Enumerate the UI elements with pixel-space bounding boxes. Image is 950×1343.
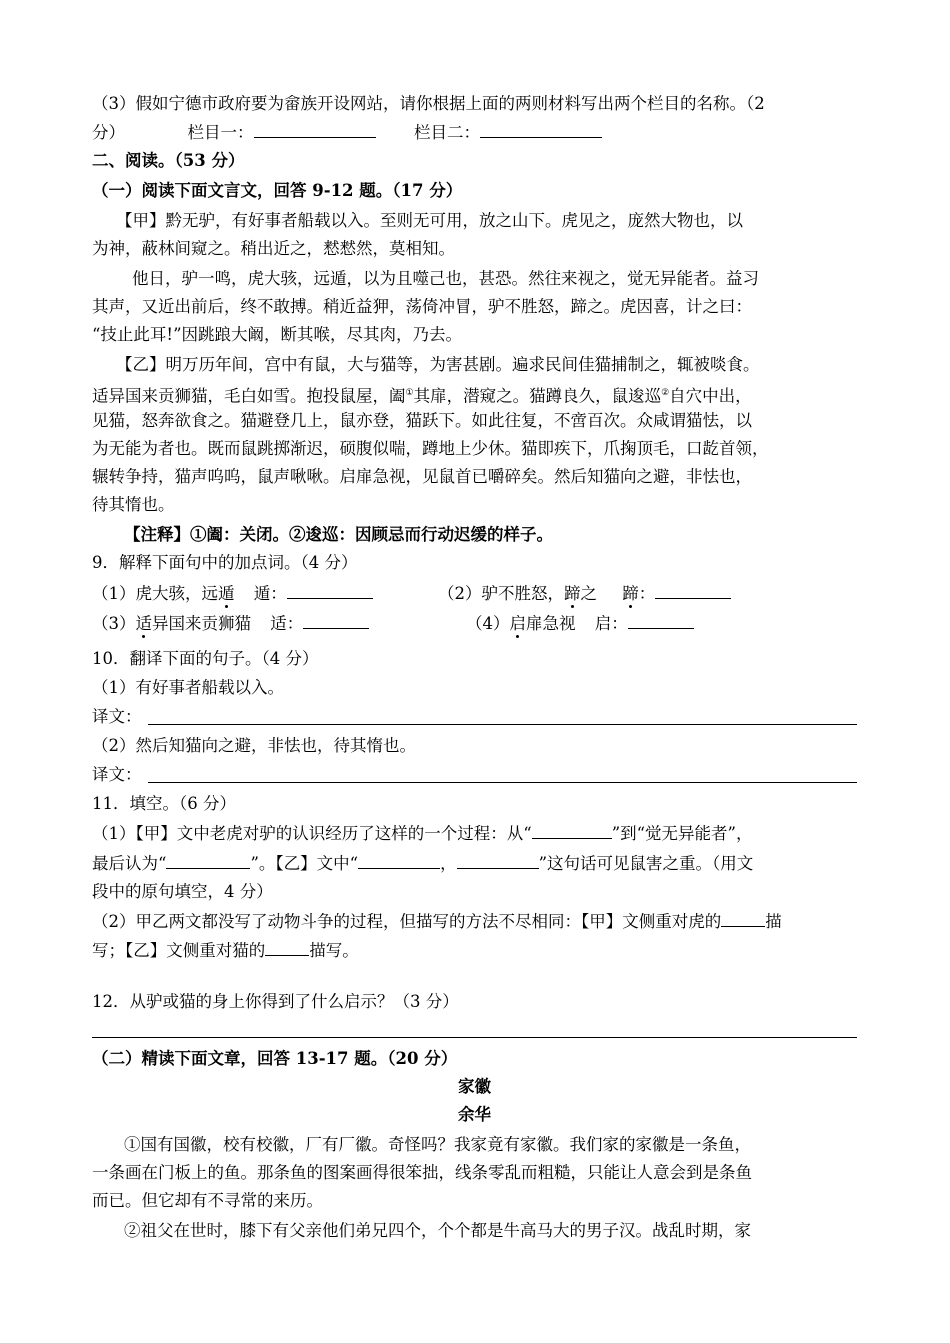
q11-part1-l2 <box>92 851 753 876</box>
q9-item4-label: 启： <box>594 614 628 633</box>
q11-p2-text-a: （2）甲乙两文都没写了动物斗争的过程，但描写的方法不尽相同：【甲】文侧重对虎的 <box>92 912 722 931</box>
part1-heading: （一）阅读下面文言文，回答 9-12 题。（17 分） <box>92 181 463 200</box>
q11-p1-text-d: ”。【乙】文中“ <box>250 854 359 873</box>
yi-l2-part-c: 自穴中出， <box>669 386 752 406</box>
jia-p2-l1: 他日，驴一鸣，虎大骇，远遁，以为且噬己也，甚恐。然往来视之，觉无异能者。益习 <box>132 269 759 288</box>
q11-p1-text-c: 最后认为“ <box>92 854 167 873</box>
yi-l3: 见猫，怒奔欲食之。猫避登几上，鼠亦登，猫跃下。如此往复，不啻百次。众咸谓猫怯，以 <box>92 411 752 430</box>
column-two-blank[interactable] <box>480 120 602 138</box>
q9-item1 <box>92 581 373 606</box>
yi-l1: 【乙】明万历年间，宫中有鼠，大与猫等，为害甚剧。遍求民间佳猫捕制之，辄被啖食。 <box>116 355 760 374</box>
q11-p1-text-b: ”到“觉无异能者”， <box>611 824 753 843</box>
article-author: 余华 <box>458 1105 491 1124</box>
yi-l5: 辗转争持，猫声呜呜，鼠声啾啾。启扉急视，见鼠首已嚼碎矣。然后知猫向之避，非怯也， <box>92 467 752 486</box>
q11-p2-text-d: 描写。 <box>309 941 359 960</box>
yi-l6: 待其惰也。 <box>92 495 175 514</box>
q10-sentence1: （1）有好事者船载以入。 <box>92 678 284 697</box>
q9-item4-dotted: 启 <box>509 614 526 633</box>
q12-stem: 12．从驴或猫的身上你得到了什么启示？（3 分） <box>92 992 459 1011</box>
q9-item2-text: （2）驴不胜怒， <box>438 584 564 603</box>
column-two-label: 栏目二： <box>414 123 480 142</box>
yi-l2-part-a: 适异国来贡狮猫，毛白如雪。抱投鼠屋，阖 <box>92 386 406 406</box>
q9-item1-label: 遁： <box>253 584 287 603</box>
q11-blank-2[interactable] <box>166 851 250 869</box>
q8-3-line1: （3）假如宁德市政府要为畲族开设网站，请你根据上面的两则材料写出两个栏目的名称。（2 <box>92 94 765 113</box>
q10-translation2-label: 译文： <box>92 765 142 784</box>
q9-stem: 9．解释下面句中的加点词。（4 分） <box>92 553 358 572</box>
q9-item4-post: 扉急视 <box>526 614 576 633</box>
q10-sentence2: （2）然后知猫向之避，非怯也，待其惰也。 <box>92 736 416 755</box>
q10-stem: 10．翻译下面的句子。（4 分） <box>92 649 319 668</box>
q11-blank-4[interactable] <box>457 851 539 869</box>
q11-p1-text-f: ”这句话可见鼠害之重。（用文 <box>538 854 754 873</box>
q11-blank-5[interactable] <box>721 909 765 927</box>
q9-item3-post: 异国来贡狮猫 <box>152 614 251 633</box>
footnote-marker-1: ① <box>405 388 414 398</box>
q9-item1-text: （1）虎大骇，远 <box>92 584 218 603</box>
q9-item2-label-dotted: 蹄 <box>622 584 639 603</box>
q11-part2-l2 <box>92 938 359 963</box>
q9-item4-text: （4） <box>466 614 510 633</box>
q11-blank-1[interactable] <box>532 821 612 839</box>
q8-3-line2 <box>92 120 602 145</box>
q11-p1-text-e: ， <box>440 854 457 873</box>
q9-item2-post: 之 <box>580 584 597 603</box>
q9-item3-label: 适： <box>270 614 304 633</box>
q12-answer-line[interactable] <box>92 1037 857 1038</box>
q9-item4 <box>466 611 694 636</box>
q10-translation1-line[interactable] <box>148 724 857 725</box>
jia-p1-l1: 【甲】黔无驴，有好事者船载以入。至则无可用，放之山下。虎见之，庞然大物也，以 <box>116 211 743 230</box>
jia-p2-l3: “技止此耳!”因跳踉大阚，断其喉，尽其肉，乃去。 <box>92 325 463 344</box>
footnote-marker-2: ② <box>661 388 670 398</box>
part2-heading: （二）精读下面文章，回答 13-17 题。（20 分） <box>92 1049 458 1068</box>
section2-heading: 二、阅读。（53 分） <box>92 151 245 170</box>
q10-translation1-label: 译文： <box>92 707 142 726</box>
q9-item2-label: ： <box>638 584 656 603</box>
q9-item3-dotted: 适 <box>135 614 152 633</box>
q9-item2-dotted: 蹄 <box>564 584 581 603</box>
q11-part1-l3: 段中的原句填空，4 分） <box>92 882 273 901</box>
q9-item1-blank[interactable] <box>287 581 373 599</box>
q10-translation2-line[interactable] <box>148 782 857 783</box>
article-p1-l1: ①国有国徽，校有校徽，厂有厂徽。奇怪吗？我家竟有家徽。我们家的家徽是一条鱼， <box>124 1135 751 1154</box>
q11-p2-text-c: 写；【乙】文侧重对猫的 <box>92 941 266 960</box>
q9-item2-blank[interactable] <box>655 581 731 599</box>
article-p1-l2: 一条画在门板上的鱼。那条鱼的图案画得很笨拙，线条零乱而粗糙，只能让人意会到是条鱼 <box>92 1163 752 1182</box>
article-title: 家徽 <box>458 1077 491 1096</box>
article-p2-l1: ②祖父在世时，膝下有父亲他们弟兄四个，个个都是牛高马大的男子汉。战乱时期，家 <box>124 1221 751 1240</box>
annotation-note: 【注释】①阖：关闭。②逡巡：因顾忌而行动迟缓的样子。 <box>124 525 553 544</box>
q9-item4-blank[interactable] <box>628 611 694 629</box>
q11-stem: 11．填空。（6 分） <box>92 794 236 813</box>
q11-part1-l1 <box>92 821 753 846</box>
yi-l4: 为无能为者也。既而鼠跳掷渐迟，硕腹似喘，蹲地上少休。猫即疾下，爪掬顶毛，口龁首领， <box>92 439 769 458</box>
q11-p1-text-a: （1）【甲】文中老虎对驴的认识经历了这样的一个过程：从“ <box>92 824 532 843</box>
yi-l2-part-b: 其扉，潜窥之。猫蹲良久，鼠逡巡 <box>413 386 662 406</box>
q11-blank-3[interactable] <box>358 851 440 869</box>
yi-l2 <box>92 381 752 409</box>
jia-p2-l2: 其声，又近出前后，终不敢搏。稍近益狎，荡倚冲冒，驴不胜怒，蹄之。虎因喜，计之曰： <box>92 297 752 316</box>
q9-item3-blank[interactable] <box>303 611 369 629</box>
jia-p1-l2: 为神，蔽林间窥之。稍出近之，慭慭然，莫相知。 <box>92 239 455 258</box>
q11-p2-text-b: 描 <box>765 912 782 931</box>
q11-blank-6[interactable] <box>265 938 309 956</box>
q9-item3-text: （3） <box>92 614 136 633</box>
q11-part2-l1 <box>92 909 782 934</box>
column-one-blank[interactable] <box>254 120 376 138</box>
q9-item3 <box>92 611 369 636</box>
column-one-label: 栏目一： <box>187 123 254 142</box>
q8-3-score: 分） <box>92 123 125 142</box>
article-p1-l3: 而已。但它却有不寻常的来历。 <box>92 1191 323 1210</box>
q9-item2 <box>438 581 731 606</box>
q9-item1-dotted: 遁 <box>218 584 235 603</box>
